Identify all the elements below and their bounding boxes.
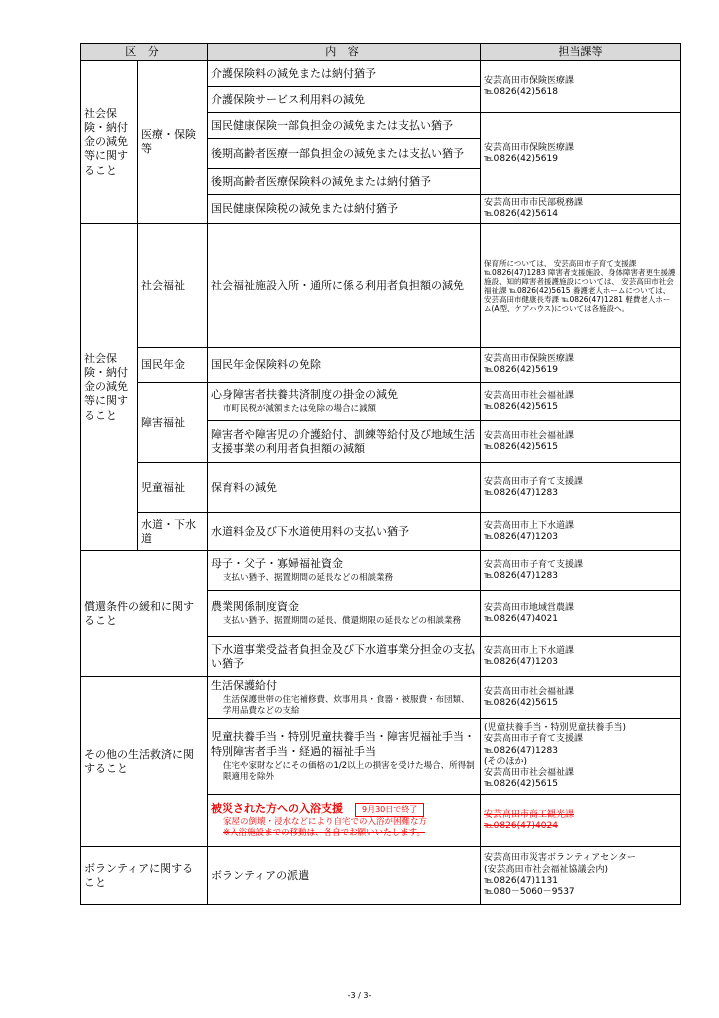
content-cell: ボランティアの派遣: [208, 847, 481, 905]
content-cell: 介護保険サービス利用料の減免: [208, 87, 481, 113]
dept-note: (安芸高田市社会福祉協議会内): [484, 864, 609, 875]
content-cell: [208, 591, 481, 637]
header-dept: 担当課等: [481, 44, 681, 61]
dept-phone: ℡0826(47)1131: [484, 875, 558, 886]
table-row: [81, 551, 681, 591]
content-cell: 下水道事業受益者負担金及び下水道事業分担金の支払い猶予: [208, 637, 481, 677]
content-cell: [208, 719, 481, 795]
category-cell: その他の生活救済に関すること: [81, 677, 208, 847]
content-note: 市町民税が減額または免除の場合に減額: [223, 404, 377, 415]
content-note: 支払い猶予、据置期間の延長などの相談業務: [223, 573, 394, 584]
dept-name: 安芸高田市社会福祉課: [484, 430, 575, 441]
table-row: [81, 61, 681, 87]
dept-phone: ℡0826(42)5618: [484, 86, 558, 97]
content-cell: 障害者や障害児の介護給付、訓練等給付及び地域生活支援事業の利用者負担額の減額: [208, 421, 481, 463]
dept-phone: ℡0826(42)5615: [484, 401, 558, 412]
dept-name: 安芸高田市上下水道課: [484, 645, 575, 656]
table-header-row: [81, 44, 681, 61]
dept-cell: [481, 677, 681, 719]
subcategory-cell: 障害福祉: [138, 383, 208, 463]
content-title: 母子・父子・寡婦福祉資金: [211, 557, 343, 571]
dept-name: 安芸高田市子育て支援課: [484, 476, 584, 487]
table-row: [81, 847, 681, 905]
dept-phone: ℡0826(42)5614: [484, 209, 558, 220]
content-note: 住宅や家財などにその価格の1/2以上の損害を受けた場合、所得制限適用を除外: [223, 761, 475, 783]
dept-cell: [481, 463, 681, 513]
content-note: ※入浴施設までの移動は、各自でお願いいたします。: [223, 828, 425, 839]
dept-cell: [481, 113, 681, 195]
dept-name: 安芸高田市地域営農課: [484, 602, 575, 613]
content-title: 被災された方への入浴支援: [211, 802, 343, 816]
subcategory-cell: 国民年金: [138, 348, 208, 383]
header-content: 内 容: [208, 44, 481, 61]
dept-cell: [481, 637, 681, 677]
content-title: 生活保護給付: [211, 678, 277, 692]
subcategory-cell: 社会福祉: [138, 224, 208, 348]
dept-phone: ℡0826(42)5615: [484, 697, 558, 708]
dept-cell: [481, 551, 681, 591]
relief-table: [80, 43, 681, 905]
dept-name: 安芸高田市上下水道課: [484, 520, 575, 531]
dept-cell: [481, 195, 681, 224]
dept-cell: [481, 348, 681, 383]
category-cell: 社会保険・納付金の減免等に関すること: [81, 224, 138, 551]
dept-note: (児童扶養手当・特別児童扶養手当): [484, 723, 627, 734]
dept-cell: [481, 421, 681, 463]
page-number: -3 / 3-: [347, 991, 372, 1000]
dept-name: 安芸高田市保険医療課: [484, 75, 575, 86]
content-cell: 国民健康保険税の減免または納付猶予: [208, 195, 481, 224]
content-title: 心身障害者扶養共済制度の掛金の減免: [211, 388, 398, 402]
dept-name: 安芸高田市商工観光課: [484, 809, 575, 820]
dept-name: 安芸高田市社会福祉課: [484, 768, 575, 779]
dept-name: 安芸高田市社会福祉課: [484, 686, 575, 697]
category-cell: 社会保険・納付金の減免等に関すること: [81, 61, 138, 224]
content-note: 支払い猶予、据置期間の延長、償還期限の延長などの相談業務: [223, 616, 462, 627]
subcategory-cell: 医療・保険等: [138, 61, 208, 224]
dept-name: 安芸高田市保険医療課: [484, 142, 575, 153]
content-cell: 社会福祉施設入所・通所に係る利用者負担額の減免: [208, 224, 481, 348]
dept-cell: [481, 513, 681, 551]
category-cell: 償還条件の緩和に関すること: [81, 551, 208, 677]
dept-cell: 保育所については、 安芸高田市子育て支援課 ℡0826(47)1283 障害者支援施設、身体障害者更生援護施設、知的障害者援護施設については、 安芸高田市社会福祉課 ℡0826(42)5615 養護老人ホームについては、 安芸高田市健康長寿課 ℡0826(47)1281 軽費老人ホーム(A型、ケアハウス)については各施設へ。: [481, 224, 681, 348]
dept-name: 安芸高田市子育て支援課: [484, 559, 584, 570]
dept-phone: ℡0826(47)4024: [484, 820, 558, 831]
content-cell: 国民年金保険料の免除: [208, 348, 481, 383]
table-row: [81, 348, 681, 383]
dept-name: 安芸高田市社会福祉課: [484, 390, 575, 401]
content-cell: [208, 677, 481, 719]
table-row: [81, 224, 681, 348]
ended-badge: 9月30日で終了: [355, 803, 424, 817]
dept-name: 安芸高田市子育て支援課: [484, 734, 584, 745]
dept-cell: [481, 591, 681, 637]
content-cell: 国民健康保険一部負担金の減免または支払い猶予: [208, 113, 481, 139]
dept-phone: ℡0826(47)1203: [484, 656, 558, 667]
content-cell: 保育料の減免: [208, 463, 481, 513]
table-row: [81, 383, 681, 421]
content-note: 生活保護世帯の住宅補修費、炊事用具・食器・被服費・布団類、学用品費などの支給: [223, 694, 470, 716]
table-row: [81, 463, 681, 513]
dept-cell: [481, 383, 681, 421]
dept-cell: [481, 847, 681, 905]
dept-phone: ℡0826(42)5619: [484, 365, 558, 376]
content-title: 児童扶養手当・特別児童扶養手当・障害児福祉手当・特別障害者手当・経過的福祉手当: [211, 730, 475, 758]
dept-note: (そのほか): [484, 756, 528, 767]
subcategory-cell: 児童福祉: [138, 463, 208, 513]
dept-phone: ℡0826(47)1283: [484, 570, 558, 581]
category-cell: ボランティアに関すること: [81, 847, 208, 905]
dept-name: 安芸高田市災害ボランティアセンター: [484, 853, 636, 864]
subcategory-cell: 水道・下水道: [138, 513, 208, 551]
dept-cell: [481, 61, 681, 113]
dept-name: 安芸高田市市民部税務課: [484, 198, 584, 209]
content-title: 農業関係制度資金: [211, 600, 299, 614]
dept-name: 安芸高田市保険医療課: [484, 354, 575, 365]
dept-cell: [481, 795, 681, 847]
header-category: 区 分: [81, 44, 208, 61]
content-note: 家屋の倒壊・浸水などにより自宅での入浴が困難な方: [223, 817, 428, 828]
dept-phone: ℡0826(47)1283: [484, 745, 558, 756]
dept-phone: ℡080－5060－9537: [484, 887, 575, 898]
table-row: [81, 513, 681, 551]
content-cell: 後期高齢者医療一部負担金の減免または支払い猶予: [208, 139, 481, 169]
content-cell: 介護保険料の減免または納付猶予: [208, 61, 481, 87]
dept-phone: ℡0826(47)1283: [484, 487, 558, 498]
content-cell: [208, 551, 481, 591]
dept-phone: ℡0826(47)4021: [484, 613, 558, 624]
content-cell: [208, 383, 481, 421]
dept-phone: ℡0826(42)5619: [484, 153, 558, 164]
content-cell: [208, 795, 481, 847]
dept-phone: ℡0826(42)5615: [484, 441, 558, 452]
dept-phone: ℡0826(47)1203: [484, 531, 558, 542]
dept-phone: ℡0826(42)5615: [484, 779, 558, 790]
content-cell: 後期高齢者医療保険料の減免または納付猶予: [208, 169, 481, 195]
dept-cell: [481, 719, 681, 795]
content-cell: 水道料金及び下水道使用料の支払い猶予: [208, 513, 481, 551]
table-row: [81, 677, 681, 719]
